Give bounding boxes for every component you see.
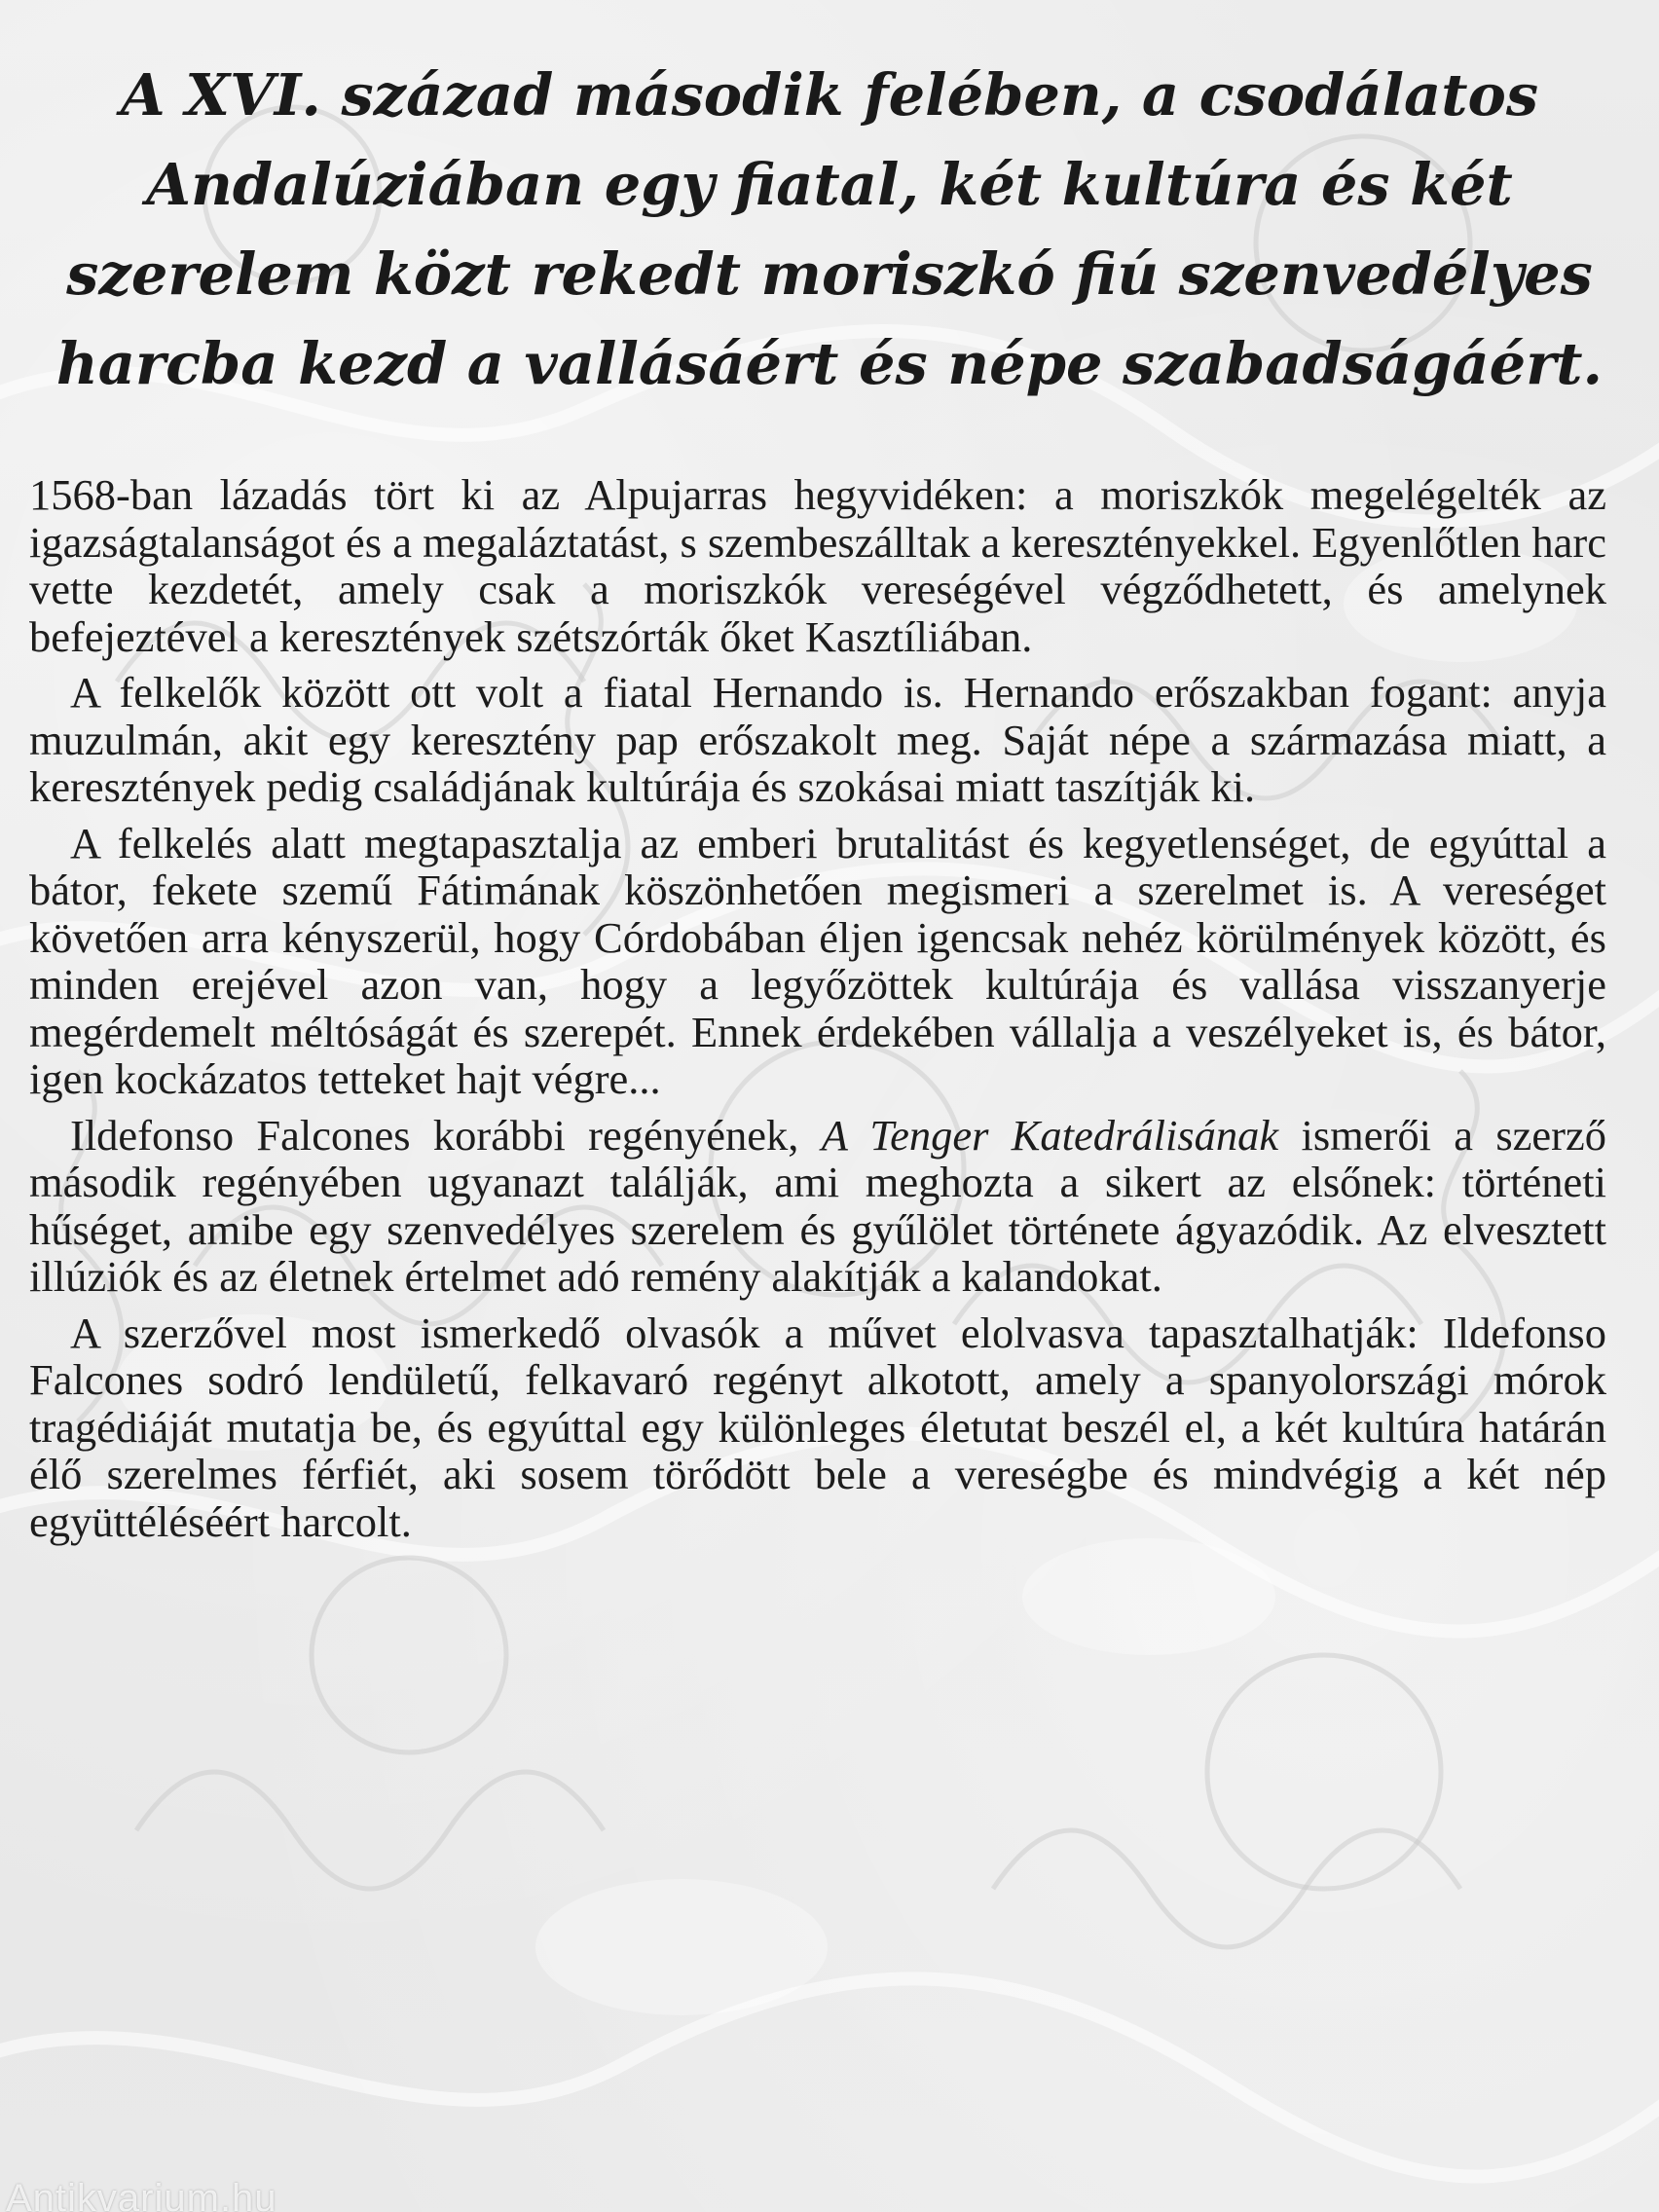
watermark: Antikvarium.hu (6, 2177, 277, 2212)
paragraph-5: A szerzővel most ismerkedő olvasók a művet elolvasva tapasztalhatják: Ildefonso Falcones sodró lendületű, felkavaró regényt alkotott, amely a spanyolországi mórok tragédiáját mutatja be, és egyúttal egy különleges életutat beszél el, a két kultúra határán élő szerelmes férfiét, aki sosem törődött bele a vereségbe és mindvégig a két nép együttéléséért harcolt. (29, 1308, 1606, 1546)
paragraph-1: 1568-ban lázadás tört ki az Alpujarras hegyvidéken: a moriszkók megelégelték az igazságtalanságot és a megaláztatást, s szembeszálltak a keresztényekkel. Egyenlőtlen harc vette kezdetét, amely csak a moriszkók vereségével végződhetett, és amelynek befejeztével a keresztények szétszórták őket Kasztíliában. (29, 470, 1606, 661)
paragraph-4-intro: Ildefonso Falcones korábbi regényének, (70, 1110, 822, 1160)
headline: A XVI. század második felében, a csodálatos Andalúziában egy fiatal, két kultúra és két szerelem közt rekedt moriszkó fiú szenvedélyes harcba kezd a vallásáért és népe szabadságáért. (55, 61, 1604, 397)
blurb-text (29, 471, 1606, 1554)
paragraph-3: A felkelés alatt megtapasztalja az emberi brutalitást és kegyetlenséget, de egyúttal a bátor, fekete szemű Fátimának köszönhetően megismeri a szerelmet is. A vereséget követően arra kényszerül, hogy Córdobában éljen igencsak nehéz körülmények között, és minden erejével azon van, hogy a legyőzöttek kultúrája és vallása visszanyerje megérdemelt méltóságát és szerepét. Ennek érdekében vállalja a veszélyeket is, és bátor, igen kockázatos tetteket hajt végre... (29, 818, 1606, 1103)
book-title-reference: A Tenger Katedrálisának (821, 1110, 1279, 1160)
paragraph-4-rest: ismerői a szerző második regényében ugyanazt találják, ami meghozta a sikert az elsőnek: történeti hűséget, amibe egy szenvedélyes szerelem és gyűlölet története ágyazódik. Az elvesztett illúziók és az életnek értelmet adó remény alakítják a kalandokat. (29, 1110, 1606, 1301)
paragraph-2: A felkelők között ott volt a fiatal Hernando is. Hernando erőszakban fogant: anyja muzulmán, akit egy keresztény pap erőszakolt meg. Saját népe a származása miatt, a keresztények pedig családjának kultúrája és szokásai miatt taszítják ki. (29, 668, 1606, 811)
paragraph-4 (29, 1112, 1606, 1301)
